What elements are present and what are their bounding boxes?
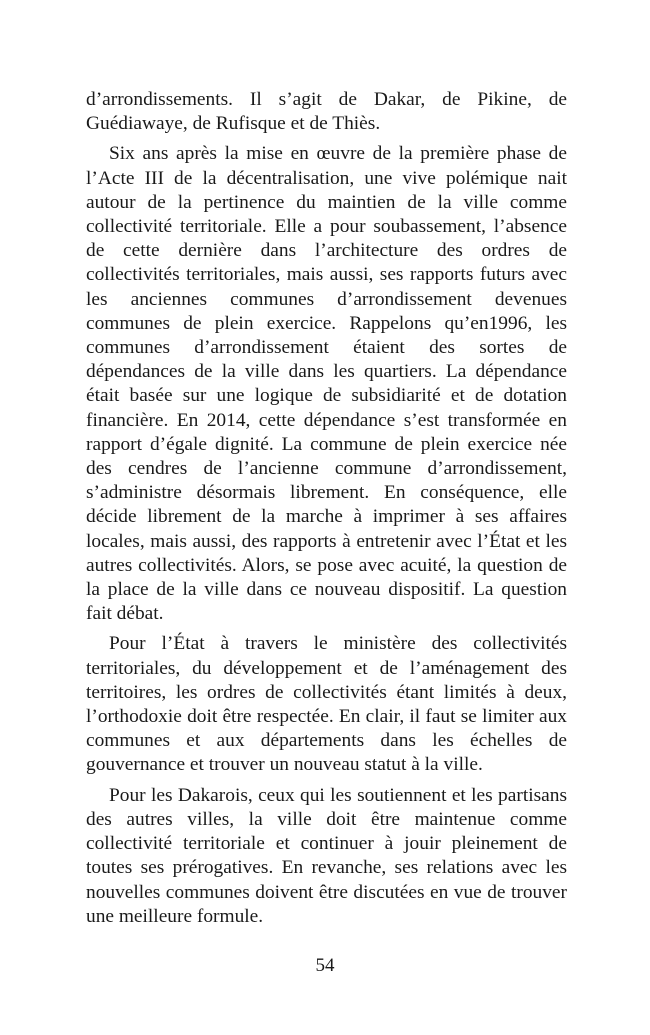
page-number: 54 [315, 955, 335, 976]
paragraph-dakarois-position: Pour les Dakarois, ceux qui les soutiennent et les partisans des autres villes, la ville doit être maintenue comme collectivité territoriale et continuer à jouir pleinement de toutes ses prérogatives. En revanche, ses relations avec les nouvelles communes doivent être discutées en vue de trouver une meilleure formule. [86, 784, 567, 927]
paragraph-decentralisation-debate: Six ans après la mise en œuvre de la première phase de l’Acte III de la décentralisation, une vive polémique nait autour de la pertinence du maintien de la ville comme collectivité territoriale. Elle a pour soubassement, l’absence de cette dernière dans l’architecture des ordres de collectivités territoriales, mais aussi, ses rapports futurs avec les anciennes communes d’arrondissement devenues communes de plein exercice. Rappelons qu’en1996, les communes d’arrondissement étaient des sortes de dépendances de la ville dans les quartiers. La dépendance était basée sur une logique de subsidiarité et de dotation financière. En 2014, cette dépendance s’est transformée en rapport d’égale dignité. La commune de plein exercice née des cendres de l’ancienne commune d’arrondissement, s’administre désormais librement. En conséquence, elle décide librement de la marche à imprimer à ses affaires locales, mais aussi, des rapports à entretenir avec l’État et les autres collectivités. Alors, se pose avec acuité, la question de la place de la ville dans ce nouveau dispositif. La question fait débat. [86, 143, 567, 625]
paragraph-state-position: Pour l’État à travers le ministère des collectivités territoriales, du développement et de l’aménagement des territoires, les ordres de collectivités étant limités à deux, l’orthodoxie doit être respectée. En clair, il faut se limiter aux communes et aux départements dans les échelles de gouvernance et trouver un nouveau statut à la ville. [86, 633, 567, 776]
page-body [86, 88, 567, 935]
paragraph-continuation: d’arrondissements. Il s’agit de Dakar, de Pikine, de Guédiawaye, de Rufisque et de Thiès. [86, 89, 567, 135]
